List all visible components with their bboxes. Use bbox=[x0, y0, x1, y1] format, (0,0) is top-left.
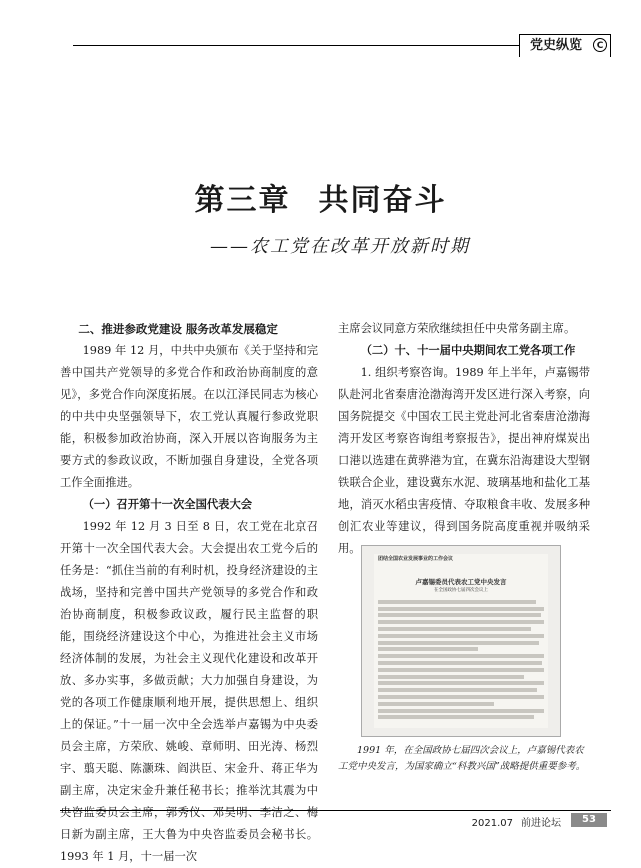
document-text-lines bbox=[378, 600, 544, 720]
photographed-document bbox=[374, 554, 548, 728]
paragraph: 1. 组织考察咨询。1989 年上半年，卢嘉锡带队赴河北省秦唐沧渤海湾开发区进行深入考察，向国务院提交《中国农工民主党赴河北省秦唐沧渤海湾开发区考察咨询组考察报告》，提出神府煤炭出口港以选建在黄骅港为宜，在冀东沿海建设大型钢铁联合企业，建设冀东水泥、玻璃基地和盐化工基地，消灭水稻虫害疫情、夺取粮食丰收、发展多种创汇农业等建议，得到国务院高度重视并吸纳采用。 bbox=[338, 366, 590, 555]
chapter-name: 共同奋斗 bbox=[318, 183, 447, 218]
page-number: 53 bbox=[571, 813, 607, 827]
chapter-number: 第三章 bbox=[194, 183, 291, 218]
section-tab bbox=[519, 34, 611, 57]
section-heading: 二、推进参政党建设 服务改革发展稳定 bbox=[78, 322, 278, 336]
page-footer bbox=[0, 800, 641, 830]
circle-c-icon: C bbox=[593, 38, 607, 52]
chapter-title-block bbox=[0, 175, 641, 219]
subsection-heading: （一）召开第十一次全国代表大会 bbox=[82, 498, 253, 511]
document-photo bbox=[361, 545, 561, 737]
paragraph: 1992 年 12 月 3 日至 8 日，农工党在北京召开第十一次全国代表大会。大会提出农工党今后的任务是：“抓住当前的有利时机，投身经济建设的主战场，坚持和完善中国共产党领导的多党合作和政治协商制度，积极参政议政，履行民主监督的职能，围绕经济建设这个中心，为推进社会主义市场经济体制的发展，为社会主义现代化建设和改革开放、多办实事，多做贡献；大力加强自身建设，为党的各项工作健康顺利地开展，提供思想上、组织上的保证。”十一届一次中全会选举卢嘉锡为中央委员会主席，方荣欣、姚峻、章师明、田光涛、杨烈宇、翦天聪、陈灏珠、阎洪臣、宋金升、蒋正华为副主席，决定宋金升兼任秘书长；推举沈其震为中央咨监委员会主席，郭秀仪、邓昊明、李洁之、梅日新为副主席，王大鲁为中央咨监委员会秘书长。1993 年 1 月，十一届一次 bbox=[60, 520, 318, 863]
left-column bbox=[60, 318, 318, 868]
issue-date: 2021.07 bbox=[471, 818, 513, 829]
document-title: 卢嘉锡委员代表农工党中央发言 bbox=[415, 577, 507, 586]
photo-caption: 1991 年，在全国政协七届四次会议上，卢嘉锡代表农工党中央发言，为国家确立“科教兴国”战略提供重要参考。 bbox=[338, 745, 586, 772]
paragraph: 1989 年 12 月，中共中央颁布《关于坚持和完善中国共产党领导的多党合作和政治协商制度的意见》，多党合作向深度拓展。在以江泽民同志为核心的中共中央坚强领导下，农工党认真履行参政党职能，积极参加政治协商，深入开展以咨询服务为主要方式的参政议政，不断加强自身建设，全党各项工作全面推进。 bbox=[60, 344, 318, 489]
subsection-heading: （二）十、十一届中央期间农工党各项工作 bbox=[360, 344, 576, 357]
section-label: 党史纵览 bbox=[529, 38, 582, 53]
document-head: 团结全国农业发展事业的工作会议 bbox=[378, 556, 454, 562]
page-header bbox=[0, 0, 641, 60]
chapter-title bbox=[0, 175, 641, 219]
paragraph: 主席会议同意方荣欣继续担任中央常务副主席。 bbox=[338, 322, 576, 335]
footer-rule bbox=[60, 810, 611, 811]
chapter-subtitle: ——农工党在改革开放新时期 bbox=[210, 236, 470, 257]
magazine-name: 前进论坛 bbox=[521, 818, 561, 829]
right-column bbox=[338, 318, 590, 560]
document-byline: 在全国政协七届四次会议上 bbox=[434, 588, 488, 594]
footer-text bbox=[468, 814, 565, 829]
